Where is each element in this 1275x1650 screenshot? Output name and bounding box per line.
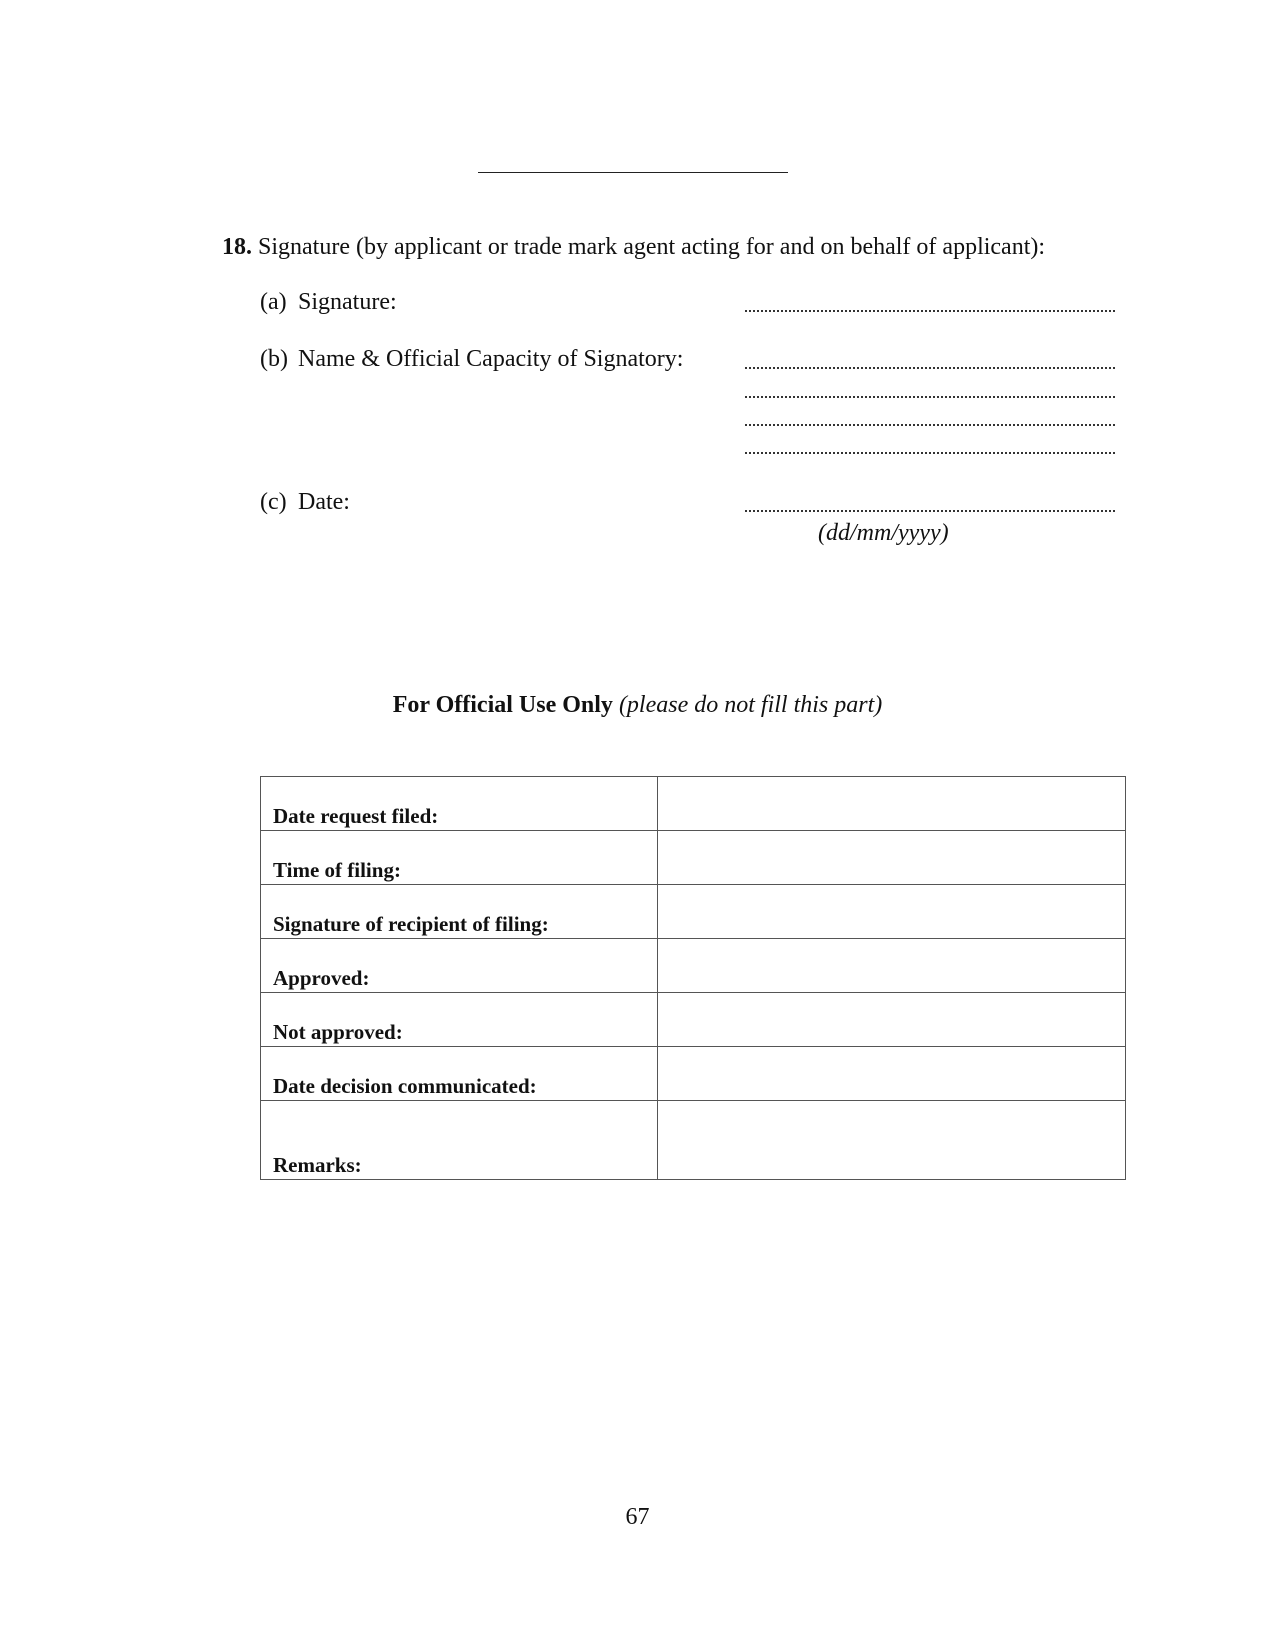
- time-of-filing-label: Time of filing:: [261, 831, 658, 885]
- signatory-dotted-line-2[interactable]: [745, 396, 1115, 398]
- table-row: [261, 993, 1126, 1047]
- not-approved-label: Not approved:: [261, 993, 658, 1047]
- official-use-heading: [0, 690, 1275, 720]
- table-row: [261, 831, 1126, 885]
- date-decision-communicated-value: [658, 1047, 1126, 1101]
- signatory-label-text: Name & Official Capacity of Signatory:: [298, 346, 684, 372]
- section-18-heading: [222, 232, 1045, 262]
- approved-label: Approved:: [261, 939, 658, 993]
- table-row: [261, 1047, 1126, 1101]
- date-field-label: [260, 487, 350, 517]
- signatory-dotted-line-4[interactable]: [745, 452, 1115, 454]
- date-label-text: Date:: [298, 489, 350, 515]
- section-number: 18.: [222, 234, 252, 260]
- official-use-table: [260, 776, 1126, 1180]
- signature-dotted-line[interactable]: [745, 310, 1115, 312]
- signatory-dotted-line-1[interactable]: [745, 367, 1115, 369]
- signatory-field-label: [260, 344, 683, 374]
- signature-of-recipient-label: Signature of recipient of filing:: [261, 885, 658, 939]
- page-number: 67: [625, 1504, 650, 1530]
- signatory-dotted-line-3[interactable]: [745, 424, 1115, 426]
- date-format-hint: (dd/mm/yyyy): [818, 520, 949, 546]
- date-request-filed-label: Date request filed:: [261, 777, 658, 831]
- signature-of-recipient-value: [658, 885, 1126, 939]
- signature-field-label: [260, 287, 397, 317]
- date-decision-communicated-label: Date decision communicated:: [261, 1047, 658, 1101]
- table-row: [261, 1101, 1126, 1180]
- table-row: [261, 777, 1126, 831]
- top-separator-line: [478, 172, 788, 173]
- table-row: [261, 885, 1126, 939]
- date-request-filed-value: [658, 777, 1126, 831]
- official-use-note: (please do not fill this part): [618, 692, 883, 718]
- table-row: [261, 939, 1126, 993]
- official-use-title: For Official Use Only: [392, 692, 613, 718]
- signature-label-text: Signature:: [298, 289, 397, 315]
- time-of-filing-value: [658, 831, 1126, 885]
- remarks-label: Remarks:: [261, 1101, 658, 1180]
- field-letter-c: (c): [260, 489, 287, 515]
- date-dotted-line[interactable]: [745, 510, 1115, 512]
- not-approved-value: [658, 993, 1126, 1047]
- section-heading-text: Signature (by applicant or trade mark agent acting for and on behalf of applicant):: [258, 234, 1046, 260]
- approved-value: [658, 939, 1126, 993]
- field-letter-a: (a): [260, 289, 287, 315]
- field-letter-b: (b): [260, 346, 288, 372]
- remarks-value: [658, 1101, 1126, 1180]
